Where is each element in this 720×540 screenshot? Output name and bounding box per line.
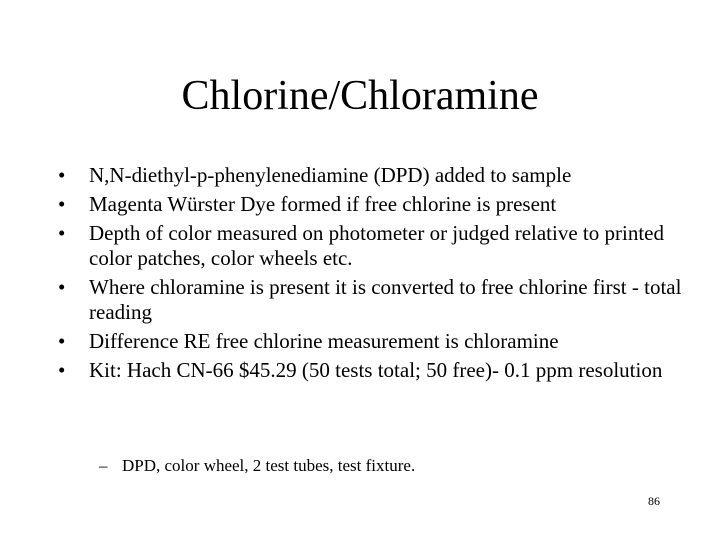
bullet-marker: • xyxy=(58,192,66,216)
slide-title: Chlorine/Chloramine xyxy=(181,73,539,119)
sub-bullet-list xyxy=(99,455,415,477)
bullet-item xyxy=(58,329,698,354)
sub-bullet-item xyxy=(99,455,415,477)
page-number: 86 xyxy=(648,494,660,508)
bullet-text: Depth of color measured on photometer or judged relative to printed color patches, color wheels etc. xyxy=(89,221,664,270)
bullet-marker: • xyxy=(58,275,66,299)
bullet-marker: • xyxy=(58,329,66,353)
bullet-marker: • xyxy=(58,163,66,187)
bullet-text: Difference RE free chlorine measurement is chloramine xyxy=(89,329,559,353)
bullet-text: Magenta Würster Dye formed if free chlorine is present xyxy=(89,192,557,216)
bullet-item xyxy=(58,163,698,188)
bullet-marker: • xyxy=(58,358,66,382)
bullet-list xyxy=(58,163,698,387)
bullet-item xyxy=(58,192,698,217)
bullet-text: N,N-diethyl-p-phenylenediamine (DPD) added to sample xyxy=(89,163,572,187)
bullet-marker: • xyxy=(58,221,66,245)
bullet-text: Where chloramine is present it is converted to free chlorine first - total reading xyxy=(89,275,682,324)
bullet-item xyxy=(58,221,698,271)
bullet-text: Kit: Hach CN-66 $45.29 (50 tests total; 50 free)- 0.1 ppm resolution xyxy=(89,358,663,382)
sub-bullet-marker: – xyxy=(99,456,108,475)
bullet-item xyxy=(58,275,698,325)
bullet-item xyxy=(58,358,698,383)
sub-bullet-text: DPD, color wheel, 2 test tubes, test fixture. xyxy=(122,456,416,475)
